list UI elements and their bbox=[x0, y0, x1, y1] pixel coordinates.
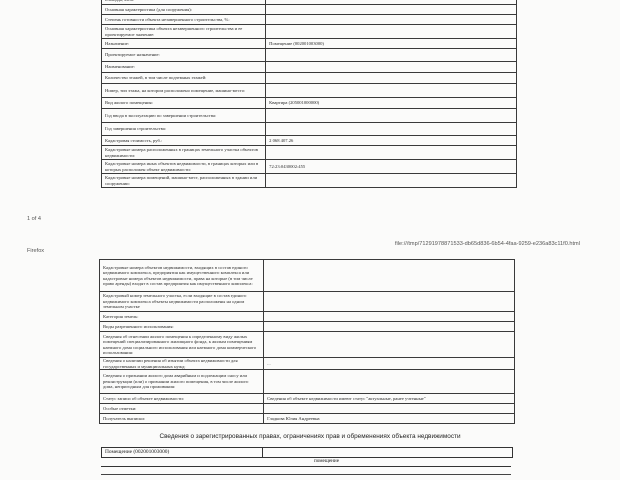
row-value: 2 068 407.26 bbox=[266, 136, 517, 146]
row-value bbox=[266, 73, 517, 84]
property-details-table bbox=[99, 259, 515, 424]
table-row bbox=[100, 322, 515, 332]
row-value bbox=[266, 84, 517, 98]
row-value: Квартира (205001000000) bbox=[266, 98, 517, 109]
table-row bbox=[102, 49, 517, 62]
row-value bbox=[266, 5, 517, 15]
table-row bbox=[100, 370, 515, 394]
table-row bbox=[102, 73, 517, 84]
row-label: Год завершения строительства: bbox=[102, 123, 266, 136]
row-label: Количество этажей, в том числе подземных этажей: bbox=[102, 73, 266, 84]
row-value: Помещение (002001003000) bbox=[266, 39, 517, 49]
row-value: ... bbox=[264, 358, 515, 370]
table-row bbox=[100, 260, 515, 292]
table-row bbox=[102, 109, 517, 123]
row-value bbox=[264, 260, 515, 292]
row-label: Кадастровый номер земельного участка, если входящие в состав единого недвижимого комплекса объекты недвижимости расположены на одном земельном участке bbox=[100, 292, 264, 312]
page-number: 1 of 4 bbox=[27, 216, 41, 222]
table-row bbox=[102, 15, 517, 25]
row-label: Номер, тип этажа, на котором расположено помещение, машино-место: bbox=[102, 84, 266, 98]
table-row bbox=[102, 174, 517, 188]
file-url: file:///tmp/71291978871533-db65d836-6b54-4faa-9259-e236a83c11f0.html bbox=[395, 241, 580, 247]
row-label: Проектируемое назначение: bbox=[102, 49, 266, 62]
row-label: Получатель выписки: bbox=[100, 414, 264, 424]
table-row bbox=[100, 332, 515, 358]
row-label: Статус записи об объекте недвижимости: bbox=[100, 394, 264, 404]
row-label: Основная характеристика объекта незавершенного строительства и ее проектируемое значение: bbox=[102, 25, 266, 39]
row-label: Кадастровые номера расположенных в границах земельного участка объектов недвижимости: bbox=[102, 146, 266, 160]
premise-type: помещение bbox=[314, 458, 340, 464]
row-value bbox=[264, 404, 515, 414]
table-row bbox=[102, 39, 517, 49]
row-label: Степень готовности объекта незавершенного строительства, %: bbox=[102, 15, 266, 25]
row-label: Кадастровые номера объектов недвижимости, входящих в состав единого недвижимого комплекса, предприятия как имущественного комплекса или кадастровые номера объектов недвижимости, права на которые (в том числе право аренды) входят в состав предприятия как имущественного комплекса: bbox=[100, 260, 264, 292]
table-row bbox=[100, 312, 515, 322]
table-row bbox=[102, 84, 517, 98]
row-label: Основная характеристика (для сооружения): bbox=[102, 5, 266, 15]
premise-row bbox=[101, 447, 513, 458]
table-row bbox=[100, 414, 515, 424]
row-label: Назначение: bbox=[102, 39, 266, 49]
table-row bbox=[100, 404, 515, 414]
row-label: Кадастровые номера иных объектов недвижимости, в границах которых или в которых расположен объект недвижимости: bbox=[102, 160, 266, 174]
row-label: Особые отметки: bbox=[100, 404, 264, 414]
row-value bbox=[264, 332, 515, 358]
premise-label: Помещение (002001003000) bbox=[105, 449, 170, 455]
table-bottom-rule bbox=[101, 474, 511, 475]
row-value bbox=[266, 146, 517, 160]
row-value: 72:23:0430002:455 bbox=[266, 160, 517, 174]
row-value bbox=[266, 25, 517, 39]
row-value bbox=[264, 312, 515, 322]
row-label: Кадастровая стоимость, руб.: bbox=[102, 136, 266, 146]
row-value: Сведения об объекте недвижимости имеют статус "актуальные, ранее учтенные" bbox=[264, 394, 515, 404]
table-row bbox=[102, 160, 517, 174]
table-row bbox=[102, 25, 517, 39]
row-value bbox=[266, 174, 517, 188]
table-row bbox=[102, 62, 517, 73]
table-row bbox=[100, 394, 515, 404]
table-row bbox=[100, 292, 515, 312]
table-row bbox=[100, 358, 515, 370]
row-value: Гладкова Юлия Андреевна bbox=[264, 414, 515, 424]
rights-section-title: Сведения о зарегистрированных правах, ограничениях прав и обременениях объекта недвижимости bbox=[159, 433, 461, 440]
table-row bbox=[102, 123, 517, 136]
row-label: Год ввода в эксплуатацию по завершении строительства: bbox=[102, 109, 266, 123]
row-label: Сведения об отнесении жилого помещения к определенному виду жилых помещений специализированного жилищного фонда, к жилым помещениям наемного дома социального использования или наемного дома коммерческого использования: bbox=[100, 332, 264, 358]
row-label: Вид жилого помещения: bbox=[102, 98, 266, 109]
table-row bbox=[102, 5, 517, 15]
row-value bbox=[266, 49, 517, 62]
row-value bbox=[266, 109, 517, 123]
row-label: Виды разрешенного использования: bbox=[100, 322, 264, 332]
row-value bbox=[264, 292, 515, 312]
row-value bbox=[266, 15, 517, 25]
row-value bbox=[266, 123, 517, 136]
row-label: Категория земель: bbox=[100, 312, 264, 322]
browser-name: Firefox bbox=[27, 248, 45, 254]
premise-type-row bbox=[101, 458, 511, 467]
row-label: Сведения о признании жилого дома аварийным и подлежащим сносу или реконструкции (или) о признании жилого помещения, в том числе жилого дома, непригодным для проживания: bbox=[100, 370, 264, 394]
row-label: Кадастровые номера помещений, машино-мест, расположенных в здании или сооружении: bbox=[102, 174, 266, 188]
property-characteristics-table bbox=[101, 0, 517, 188]
row-value bbox=[266, 62, 517, 73]
row-label: Наименование: bbox=[102, 62, 266, 73]
row-label: Сведения о наличии решения об изъятии объекта недвижимости для государственных и муниципальных нужд: bbox=[100, 358, 264, 370]
row-value bbox=[264, 322, 515, 332]
table-row bbox=[102, 98, 517, 109]
row-value bbox=[264, 370, 515, 394]
table-row bbox=[102, 136, 517, 146]
table-row bbox=[102, 146, 517, 160]
premise-divider bbox=[262, 448, 263, 457]
